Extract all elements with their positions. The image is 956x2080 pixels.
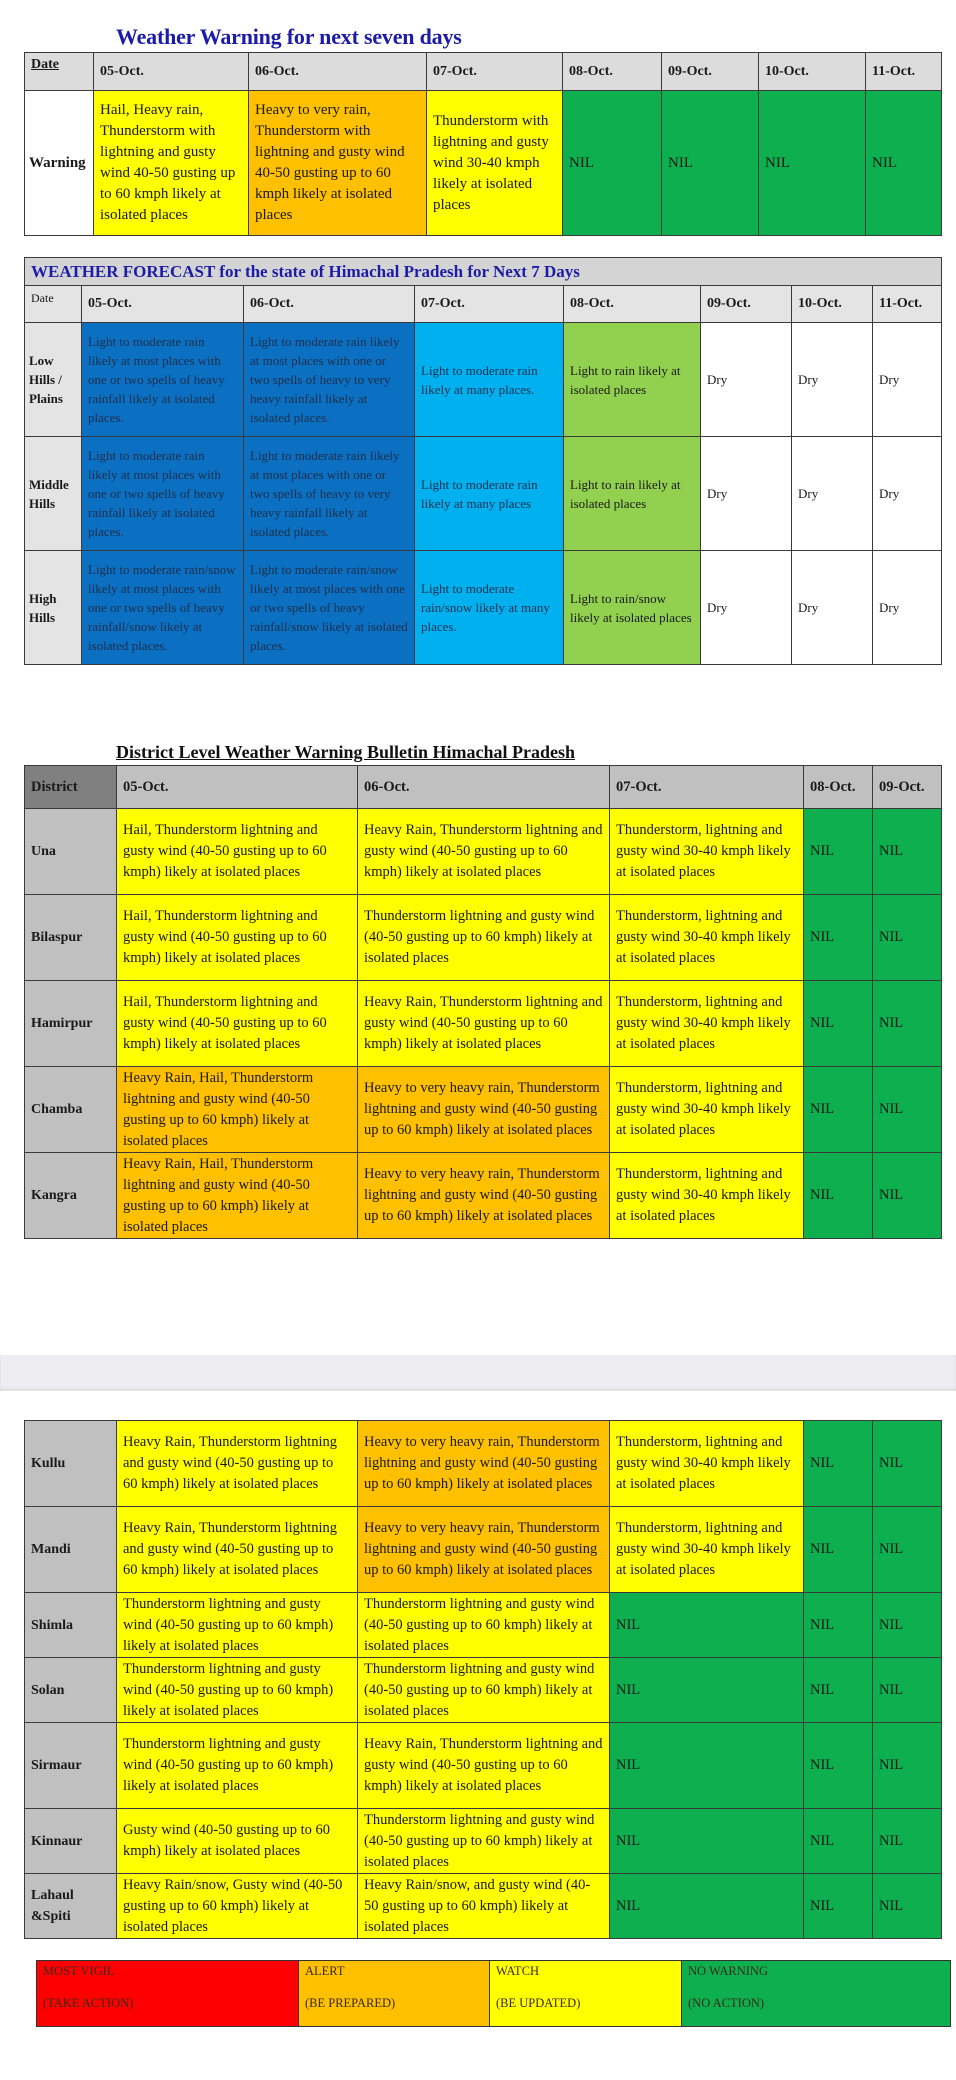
region-label: High Hills [25,551,82,665]
forecast-cell: Light to moderate rain likely at many places. [415,323,564,437]
district-warning-cell: Heavy Rain/snow, and gusty wind (40-50 gusting up to 60 kmph) likely at isolated places [358,1874,610,1939]
forecast-cell: Dry [873,551,942,665]
date-header: 07-Oct. [415,286,564,323]
district-name: Hamirpur [25,981,117,1067]
district-warning-cell: Thunderstorm lightning and gusty wind (40-50 gusting up to 60 kmph) likely at isolated places [358,1658,610,1723]
forecast-cell: Dry [792,551,873,665]
district-row [25,1874,942,1939]
district-row [25,1067,942,1153]
warning-table [24,52,942,236]
district-warning-cell: NIL [873,1723,942,1809]
district-warning-cell: Heavy to very heavy rain, Thunderstorm lightning and gusty wind (40-50 gusting up to 60 kmph) likely at isolated places [358,1507,610,1593]
district-warning-cell: Hail, Thunderstorm lightning and gusty wind (40-50 gusting up to 60 kmph) likely at isolated places [117,981,358,1067]
district-warning-cell: NIL [873,895,942,981]
district-warning-cell: NIL [873,1809,942,1874]
district-name: Lahaul &Spiti [25,1874,117,1939]
district-warning-cell: Hail, Thunderstorm lightning and gusty wind (40-50 gusting up to 60 kmph) likely at isolated places [117,809,358,895]
district-warning-cell: NIL [610,1809,804,1874]
warning-cell: NIL [866,91,942,236]
forecast-cell: Light to rain/snow likely at isolated places [564,551,701,665]
date-header: 06-Oct. [244,286,415,323]
forecast-cell: Dry [873,323,942,437]
district-row [25,1153,942,1239]
district-warning-cell: Heavy to very heavy rain, Thunderstorm lightning and gusty wind (40-50 gusting up to 60 kmph) likely at isolated places [358,1153,610,1239]
district-warning-cell: NIL [873,1421,942,1507]
district-warning-cell: NIL [873,1874,942,1939]
district-warning-cell: NIL [610,1593,804,1658]
date-header: Date [25,53,94,91]
date-header: 07-Oct. [610,766,804,809]
forecast-cell: Light to rain likely at isolated places [564,323,701,437]
forecast-cell: Light to moderate rain/snow likely at many places. [415,551,564,665]
district-warning-cell: NIL [804,1658,873,1723]
district-row [25,1507,942,1593]
district-warning-cell: NIL [873,981,942,1067]
date-header: 09-Oct. [873,766,942,809]
forecast-cell: Dry [701,551,792,665]
forecast-cell: Light to moderate rain/snow likely at most places with one or two spells of heavy rainfall/snow likely at isolated places. [82,551,244,665]
district-warning-cell: Thunderstorm lightning and gusty wind (40-50 gusting up to 60 kmph) likely at isolated places [117,1658,358,1723]
district-warning-cell: Heavy Rain, Hail, Thunderstorm lightning and gusty wind (40-50 gusting up to 60 kmph) likely at isolated places [117,1153,358,1239]
district-warning-cell: NIL [804,981,873,1067]
date-header: 06-Oct. [249,53,427,91]
district-warning-cell: NIL [804,1067,873,1153]
district-warning-cell: NIL [610,1658,804,1723]
district-row [25,981,942,1067]
district-name: Kinnaur [25,1809,117,1874]
district-name: Shimla [25,1593,117,1658]
district-warning-cell: Thunderstorm lightning and gusty wind (40-50 gusting up to 60 kmph) likely at isolated places [117,1593,358,1658]
forecast-cell: Light to moderate rain likely at most places with one or two spells of heavy rainfall likely at isolated places. [82,323,244,437]
date-header: 10-Oct. [759,53,866,91]
date-header: 11-Oct. [866,53,942,91]
district-name: Bilaspur [25,895,117,981]
district-warning-cell: NIL [804,1507,873,1593]
district-name: Mandi [25,1507,117,1593]
district-warning-cell: Heavy Rain, Thunderstorm lightning and gusty wind (40-50 gusting up to 60 kmph) likely at isolated places [358,809,610,895]
color-legend [36,1960,951,2027]
date-header: 08-Oct. [563,53,662,91]
district-warning-cell: Heavy Rain, Thunderstorm lightning and gusty wind (40-50 gusting up to 60 kmph) likely at isolated places [117,1507,358,1593]
date-header: 08-Oct. [804,766,873,809]
district-warning-cell: Thunderstorm, lightning and gusty wind 30-40 kmph likely at isolated places [610,809,804,895]
date-header: Date [25,286,82,323]
district-warning-cell: Thunderstorm lightning and gusty wind (40-50 gusting up to 60 kmph) likely at isolated places [117,1723,358,1809]
district-warning-cell: Hail, Thunderstorm lightning and gusty wind (40-50 gusting up to 60 kmph) likely at isolated places [117,895,358,981]
district-header: District [25,766,117,809]
warning-cell: Heavy to very rain, Thunderstorm with lightning and gusty wind 40-50 gusting up to 60 kmph likely at isolated places [249,91,427,236]
date-header: 09-Oct. [701,286,792,323]
district-warning-cell: Thunderstorm lightning and gusty wind (40-50 gusting up to 60 kmph) likely at isolated places [358,895,610,981]
district-table-continued [24,1420,942,1939]
warning-cell: NIL [662,91,759,236]
district-warning-cell: NIL [804,1723,873,1809]
district-warning-cell: Heavy Rain/snow, Gusty wind (40-50 gusting up to 60 kmph) likely at isolated places [117,1874,358,1939]
district-warning-cell: Thunderstorm, lightning and gusty wind 30-40 kmph likely at isolated places [610,1421,804,1507]
legend-label: WATCH [496,1964,540,1978]
region-label: Low Hills / Plains [25,323,82,437]
forecast-row [25,551,942,665]
district-warning-cell: NIL [804,895,873,981]
forecast-table [24,257,942,665]
forecast-cell: Light to moderate rain/snow likely at most places with one or two spells of heavy rainfall/snow likely at isolated places. [244,551,415,665]
date-header: 05-Oct. [82,286,244,323]
warning-cell: Hail, Heavy rain, Thunderstorm with lightning and gusty wind 40-50 gusting up to 60 kmph likely at isolated places [94,91,249,236]
district-warning-cell: NIL [873,1507,942,1593]
legend-action: (NO ACTION) [688,1996,765,2010]
district-name: Kullu [25,1421,117,1507]
date-header: 08-Oct. [564,286,701,323]
district-warning-cell: Thunderstorm, lightning and gusty wind 30-40 kmph likely at isolated places [610,981,804,1067]
district-warning-cell: Heavy Rain, Thunderstorm lightning and gusty wind (40-50 gusting up to 60 kmph) likely at isolated places [358,981,610,1067]
district-warning-cell: Thunderstorm, lightning and gusty wind 30-40 kmph likely at isolated places [610,895,804,981]
warning-cell: NIL [759,91,866,236]
district-warning-cell: NIL [804,809,873,895]
date-header: 10-Oct. [792,286,873,323]
district-warning-cell: Heavy Rain, Thunderstorm lightning and gusty wind (40-50 gusting up to 60 kmph) likely at isolated places [358,1723,610,1809]
legend-yellow [490,1961,682,2026]
district-row [25,1421,942,1507]
forecast-cell: Light to moderate rain likely at most places with one or two spells of heavy to very heavy rainfall likely at isolated places. [244,437,415,551]
district-warning-cell: Heavy Rain, Hail, Thunderstorm lightning and gusty wind (40-50 gusting up to 60 kmph) likely at isolated places [117,1067,358,1153]
district-warning-cell: NIL [804,1153,873,1239]
district-warning-cell: Thunderstorm lightning and gusty wind (40-50 gusting up to 60 kmph) likely at isolated places [358,1809,610,1874]
forecast-title: WEATHER FORECAST for the state of Himachal Pradesh for Next 7 Days [25,258,942,286]
district-warning-cell: NIL [804,1593,873,1658]
date-header: 06-Oct. [358,766,610,809]
legend-label: NO WARNING [688,1964,768,1978]
district-warning-cell: Gusty wind (40-50 gusting up to 60 kmph) likely at isolated places [117,1809,358,1874]
district-warning-cell: Thunderstorm, lightning and gusty wind 30-40 kmph likely at isolated places [610,1153,804,1239]
legend-action: (BE PREPARED) [305,1996,396,2010]
district-row [25,1658,942,1723]
forecast-cell: Dry [792,437,873,551]
district-row [25,1593,942,1658]
district-warning-cell: Heavy to very heavy rain, Thunderstorm lightning and gusty wind (40-50 gusting up to 60 kmph) likely at isolated places [358,1067,610,1153]
legend-label: MOST VIGIL [43,1964,115,1978]
district-row [25,1809,942,1874]
date-header: 11-Oct. [873,286,942,323]
district-table [24,765,942,1239]
date-header: 07-Oct. [427,53,563,91]
district-warning-cell: NIL [804,1421,873,1507]
district-warning-cell: NIL [804,1874,873,1939]
forecast-row [25,323,942,437]
district-name: Chamba [25,1067,117,1153]
forecast-cell: Dry [701,437,792,551]
row-label: Warning [25,91,94,236]
region-label: Middle Hills [25,437,82,551]
district-row [25,809,942,895]
district-warning-cell: NIL [804,1809,873,1874]
forecast-cell: Dry [873,437,942,551]
date-header: 05-Oct. [94,53,249,91]
district-title: District Level Weather Warning Bulletin Himachal Pradesh [116,742,575,762]
district-warning-cell: NIL [873,1153,942,1239]
district-warning-cell: Thunderstorm lightning and gusty wind (40-50 gusting up to 60 kmph) likely at isolated places [358,1593,610,1658]
district-row [25,1723,942,1809]
district-name: Una [25,809,117,895]
district-warning-cell: NIL [873,1593,942,1658]
district-warning-cell: Heavy Rain, Thunderstorm lightning and gusty wind (40-50 gusting up to 60 kmph) likely at isolated places [117,1421,358,1507]
legend-action: (BE UPDATED) [496,1996,581,2010]
forecast-cell: Light to moderate rain likely at most places with one or two spells of heavy rainfall likely at isolated places. [82,437,244,551]
district-warning-cell: NIL [610,1723,804,1809]
district-warning-cell: Heavy to very heavy rain, Thunderstorm lightning and gusty wind (40-50 gusting up to 60 kmph) likely at isolated places [358,1421,610,1507]
district-row [25,895,942,981]
forecast-cell: Dry [792,323,873,437]
warning-cell: NIL [563,91,662,236]
forecast-cell: Dry [701,323,792,437]
forecast-cell: Light to rain likely at isolated places [564,437,701,551]
forecast-cell: Light to moderate rain likely at many places [415,437,564,551]
date-header: 05-Oct. [117,766,358,809]
legend-action: (TAKE ACTION) [43,1996,134,2010]
legend-label: ALERT [305,1964,345,1978]
district-name: Solan [25,1658,117,1723]
forecast-cell: Light to moderate rain likely at most places with one or two spells of heavy to very heavy rainfall likely at isolated places. [244,323,415,437]
legend-orange [299,1961,490,2026]
district-warning-cell: NIL [873,809,942,895]
forecast-row [25,437,942,551]
district-warning-cell: NIL [873,1658,942,1723]
page-break [0,1355,956,1391]
district-name: Kangra [25,1153,117,1239]
district-name: Sirmaur [25,1723,117,1809]
warning-cell: Thunderstorm with lightning and gusty wind 30-40 kmph likely at isolated places [427,91,563,236]
legend-red [37,1961,299,2026]
district-warning-cell: NIL [610,1874,804,1939]
district-warning-cell: Thunderstorm, lightning and gusty wind 30-40 kmph likely at isolated places [610,1067,804,1153]
legend-green [682,1961,950,2026]
warning-title: Weather Warning for next seven days [116,24,462,49]
date-header: 09-Oct. [662,53,759,91]
district-warning-cell: Thunderstorm, lightning and gusty wind 30-40 kmph likely at isolated places [610,1507,804,1593]
district-warning-cell: NIL [873,1067,942,1153]
